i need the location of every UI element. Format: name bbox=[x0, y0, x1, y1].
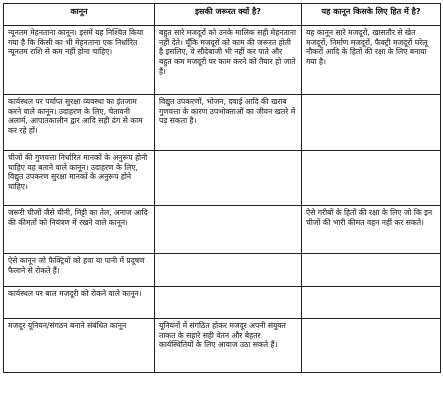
cell-law: जरूरी चीजों जैसे चीनी, मिट्टी का तेल, अनाज आदि की कीमतों को नियंत्रण में रखने वाले कानून। bbox=[4, 206, 155, 254]
table-header-row bbox=[4, 4, 441, 26]
column-header-why-needed: इसकी जरूरत क्यों है? bbox=[155, 4, 302, 26]
cell-law: मजदूर यूनियन/संगठन बनाने संबंधित कानून bbox=[4, 319, 155, 373]
cell-law: ऐसे कानून जो फैक्ट्रियों को हवा या पानी में प्रदूषण फैलाने से रोकते हैं। bbox=[4, 254, 155, 287]
table-row bbox=[4, 95, 441, 151]
cell-why-needed bbox=[155, 254, 302, 287]
cell-in-whose-interest: यह कानून सारे मजदूरों, खासतौर से खेत मजदूरों, निर्माण मजदूरों, फैक्ट्री मजदूरों घरेलू नौकरों आदि के हितों की रक्षा के लिए बनाया गया है। bbox=[302, 26, 441, 95]
column-header-law: कानून bbox=[4, 4, 155, 26]
cell-in-whose-interest bbox=[302, 319, 441, 373]
cell-in-whose-interest bbox=[302, 254, 441, 287]
cell-why-needed bbox=[155, 151, 302, 206]
cell-why-needed: यूनियनों में संगठित होकर मजदूर अपनी संयुक्त ताकत के सहारे सही वेतन और बेहतर कार्यस्थितियों के लिए आवाज उठा सकते हैं। bbox=[155, 319, 302, 373]
cell-why-needed: विद्युत उपकरणों, भोजन, दवाई आदि की खराब गुणवत्ता के कारण उपभोक्ताओं का जीवन खतरे में पड़ सकता है। bbox=[155, 95, 302, 151]
cell-in-whose-interest bbox=[302, 287, 441, 319]
cell-why-needed bbox=[155, 287, 302, 319]
cell-law: चीजों की गुणवत्ता निर्धारित मानकों के अनुरूप होनी चाहिए यह बताने वाले कानून। उदाहरण के लिए, विद्युत उपकरण सुरक्षा मानकों के अनुरूप होने चाहिए। bbox=[4, 151, 155, 206]
cell-in-whose-interest bbox=[302, 95, 441, 151]
table-row bbox=[4, 151, 441, 206]
table-row bbox=[4, 319, 441, 373]
cell-in-whose-interest bbox=[302, 151, 441, 206]
table-row bbox=[4, 287, 441, 319]
column-header-in-whose-interest: यह कानून किसके लिए हित में है? bbox=[302, 4, 441, 26]
cell-law: न्यूनतम मेहनताना कानून। इसमें यह निश्चित किया गया है कि किसी का भी मेहनताना एक निर्धारित न्यूनतम राशि से कम नहीं होना चाहिए। bbox=[4, 26, 155, 95]
table-row bbox=[4, 26, 441, 95]
laws-table bbox=[3, 3, 441, 373]
cell-in-whose-interest: ऐसे गरीबों के हितों की रक्षा के लिए जो कि इन चीजों की भारी कीमत वहन नहीं कर सकते। bbox=[302, 206, 441, 254]
table-row bbox=[4, 206, 441, 254]
cell-why-needed: बहुत सारे मजदूरों को उनके मालिक सही मेहनताना नहीं देते। चूँकि मजदूरों को काम की जरूरत होती है इसलिए, वे सौदेबाजी भी नहीं कर पाते और बहुत कम मजदूरी पर काम करने को तैयार हो जाते हैं। bbox=[155, 26, 302, 95]
cell-law: कार्यस्थल पर बाल मजदूरी को रोकने वाले कानून। bbox=[4, 287, 155, 319]
table-row bbox=[4, 254, 441, 287]
cell-law: कार्यस्थल पर पर्याप्त सुरक्षा व्यवस्था का इंतजाम करने वाले कानून। उदाहरण के लिए, चेतावनी अलार्म, आपातकालीन द्वार आदि सही ढंग से काम कर रहे हों। bbox=[4, 95, 155, 151]
cell-why-needed bbox=[155, 206, 302, 254]
